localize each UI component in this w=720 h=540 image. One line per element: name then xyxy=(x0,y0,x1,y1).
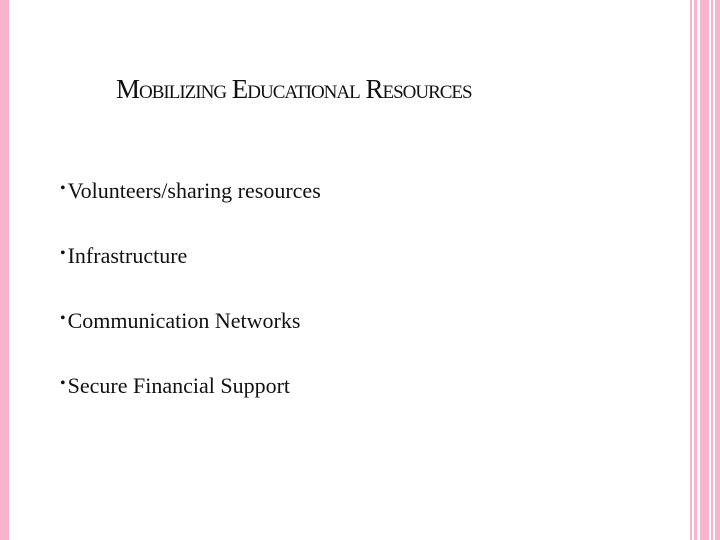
accent-stripe xyxy=(715,0,720,540)
list-item-text: Volunteers/sharing resources xyxy=(67,178,321,203)
list-item xyxy=(60,178,321,243)
bullet-icon: • xyxy=(60,245,66,262)
accent-stripe xyxy=(700,0,709,540)
list-item-text: Secure Financial Support xyxy=(67,373,291,398)
list-item-text: Communication Networks xyxy=(67,308,301,333)
bullet-list xyxy=(60,178,321,438)
list-item xyxy=(60,308,321,373)
list-item xyxy=(60,373,321,438)
accent-stripe xyxy=(690,0,692,540)
bullet-icon: • xyxy=(60,310,66,327)
bullet-icon: • xyxy=(60,375,66,392)
list-item xyxy=(60,243,321,308)
bullet-icon: • xyxy=(60,180,66,197)
slide-title: Mobilizing Educational Resources xyxy=(116,74,472,104)
accent-stripe xyxy=(711,0,713,540)
left-accent-bar xyxy=(0,0,9,540)
accent-stripe xyxy=(694,0,697,540)
right-accent-stripes xyxy=(690,0,720,540)
list-item-text: Infrastructure xyxy=(67,243,188,268)
